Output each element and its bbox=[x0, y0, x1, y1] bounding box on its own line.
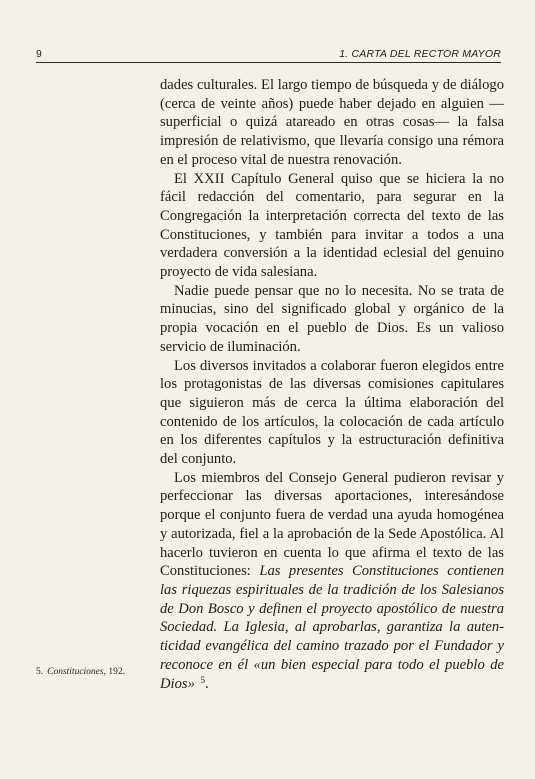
footnote bbox=[36, 667, 125, 677]
running-header bbox=[36, 48, 501, 63]
paragraph-text: Los miembros del Consejo General pudieron revisar y perfeccionar las diversas aportaciones, interesándose porque el conjunto fuera de verdad una ayuda homogénea y autorizada, fiel a la aprobación de la Sede Apostólica. Al hacerlo tuvieron en cuenta lo que afirma el texto de las Constituciones: bbox=[160, 469, 504, 580]
page-number: 9 bbox=[36, 48, 43, 60]
footnote-number: 5. bbox=[36, 667, 44, 677]
running-title: 1. CARTA DEL RECTOR MAYOR bbox=[339, 48, 501, 60]
main-text bbox=[160, 76, 504, 693]
footnote-page: , 192. bbox=[103, 667, 125, 677]
paragraph: dades culturales. El largo tiempo de búsqueda y de diálogo (cerca de veinte años) puede haber dejado en alguien —superficial o quizá atareado en otras cosas— la falsa impresión de relativismo, que llevaría consigo una rémora en el proceso vital de nuestra renovación. bbox=[160, 77, 504, 168]
closing-period: . bbox=[205, 675, 209, 692]
paragraph: El XXII Capítulo General quiso que se hiciera la no fácil redacción del comentario, para segurar en la Congregación la interpretación correcta del texto de las Constituciones, y también para invitar a todos a una verdadera conversión a la identidad eclesial del genuino proyecto de vida salesiana. bbox=[160, 170, 504, 281]
paragraph: Nadie puede pensar que no lo necesita. No se trata de minucias, sino del significado global y orgánico de la propia vocación en el pueblo de Dios. Es un valioso servicio de iluminación. bbox=[160, 282, 504, 355]
footnote-source: Constituciones bbox=[47, 667, 104, 677]
paragraph: Los diversos invitados a colaborar fueron elegidos entre los protagonistas de las diversas comisiones capitulares que siguieron más de cerca la última elaboración del contenido de los artículos, la colocación de cada artículo en los diferentes capítulos y la estructuración definitiva del conjunto. bbox=[160, 357, 504, 468]
paragraph-with-quote bbox=[160, 469, 504, 693]
footnote-reference: 5 bbox=[200, 674, 206, 685]
constitution-quote: Las presentes Constituciones contienen las riquezas espirituales de la tradición de los Salesianos de Don Bosco y definen el proyecto apostólico de nuestra Sociedad. La Iglesia, al aprobarlas, garantiza la autenticidad evangélica del camino trazado por el Fundador y reconoce en él «un bien especial para todo el pueblo de Dios» bbox=[160, 563, 504, 692]
